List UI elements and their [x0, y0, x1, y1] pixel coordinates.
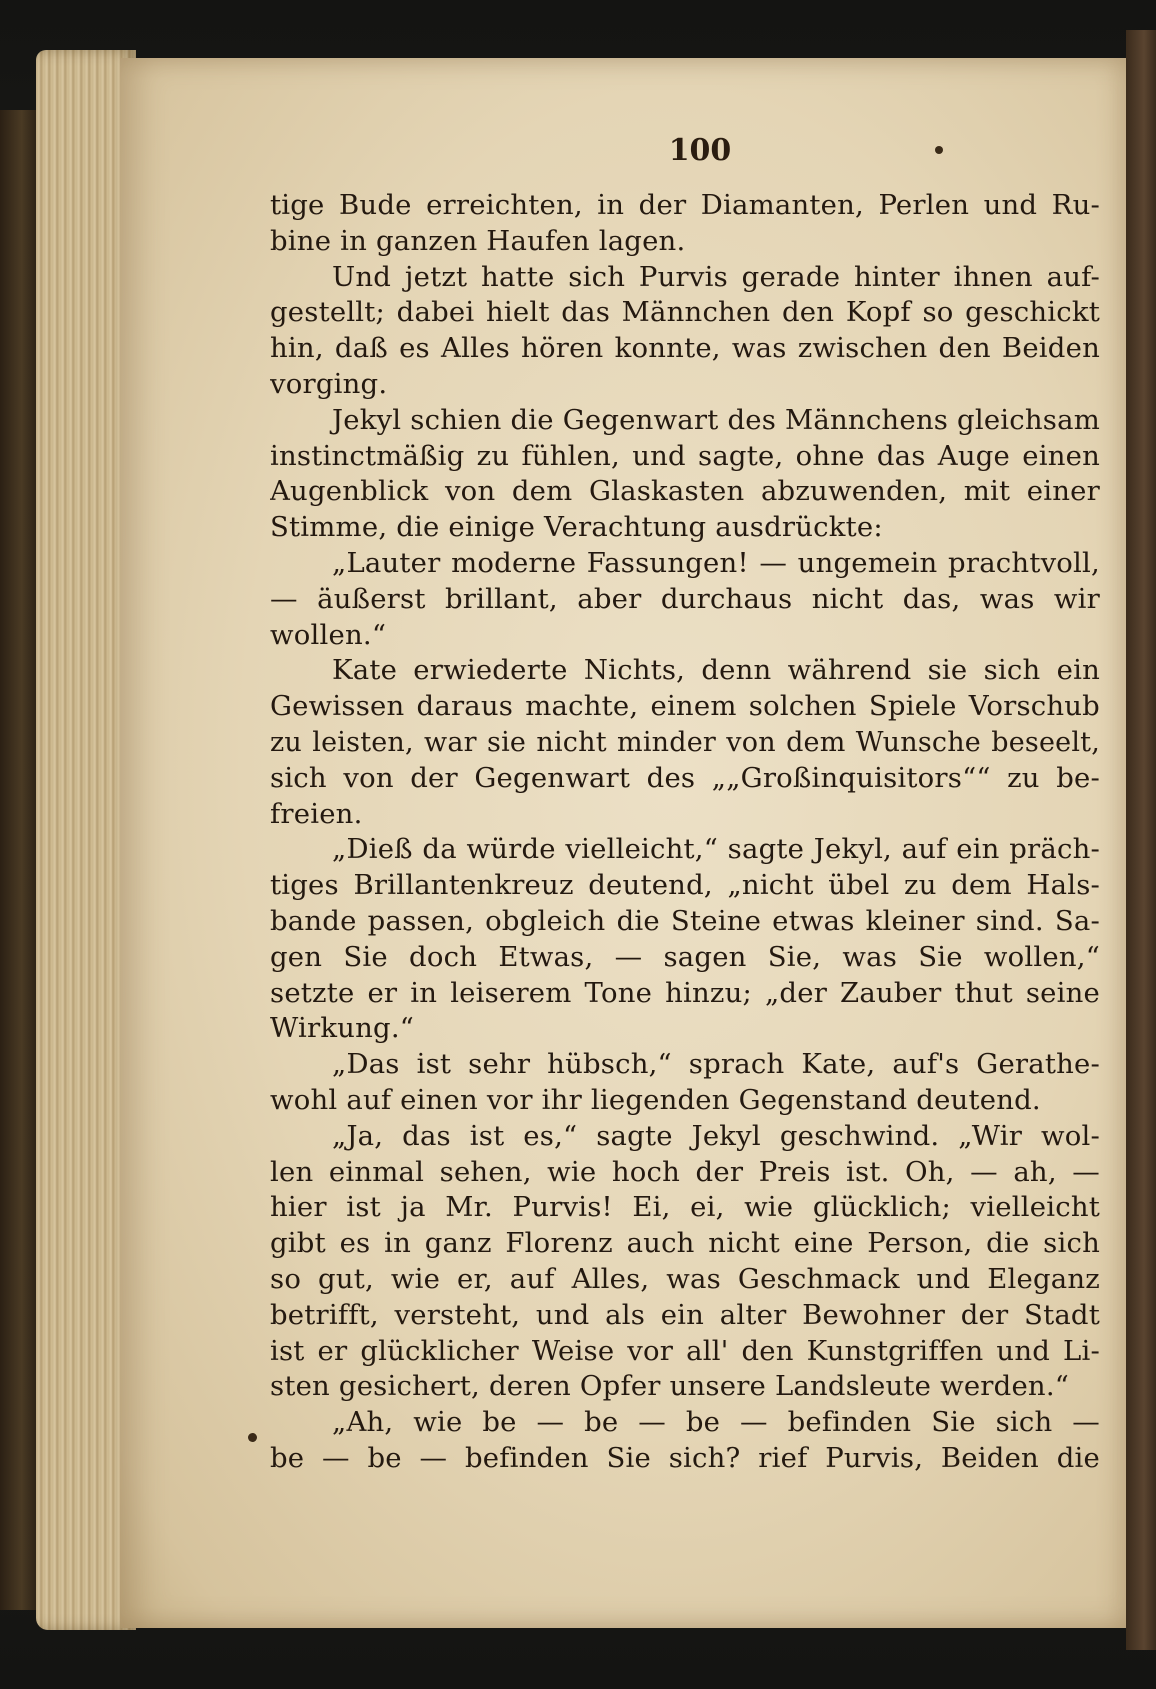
book-cover-left-edge	[0, 110, 36, 1610]
text-line: vorging.	[270, 367, 388, 400]
text-line: Stimme, die einige Verachtung ausdrückte:	[270, 511, 883, 544]
text-line: bine in ganzen Haufen lagen.	[270, 224, 686, 257]
text-line: sten gesichert, deren Opfer unsere Landsleute werden.“	[270, 1370, 1070, 1403]
text-line: Und jetzt hatte sich Purvis gerade hinter ihnen auf-	[332, 260, 1100, 293]
text-line: „Ah, wie be — be — be — befinden Sie sich —	[332, 1406, 1100, 1439]
ink-speck	[935, 146, 943, 154]
text-line: bande passen, obgleich die Steine etwas kleiner sind. Sa-	[270, 904, 1100, 937]
ink-speck	[248, 1433, 257, 1442]
text-line: setzte er in leiserem Tone hinzu; „der Zauber thut seine	[270, 976, 1100, 1009]
text-line: „Dieß da würde vielleicht,“ sagte Jekyl, auf ein präch-	[332, 833, 1100, 866]
text-line: Kate erwiederte Nichts, denn während sie sich ein	[332, 654, 1100, 687]
text-line: ist er glücklicher Weise vor all' den Kunstgriffen und Li-	[270, 1334, 1100, 1367]
text-line: tige Bude erreichten, in der Diamanten, Perlen und Ru-	[270, 189, 1100, 221]
text-line: instinctmäßig zu fühlen, und sagte, ohne das Auge einen	[270, 439, 1100, 472]
book-page	[120, 58, 1126, 1628]
text-line: Wirkung.“	[270, 1012, 415, 1045]
book-cover-right-edge	[1126, 30, 1156, 1650]
text-line: hier ist ja Mr. Purvis! Ei, ei, wie glücklich; vielleicht	[270, 1191, 1100, 1224]
text-line: zu leisten, war sie nicht minder von dem Wunsche beseelt,	[270, 726, 1100, 758]
text-line: „Das ist sehr hübsch,“ sprach Kate, auf's Gerathe-	[332, 1048, 1100, 1081]
text-line: „Lauter moderne Fassungen! — ungemein prachtvoll,	[332, 546, 1100, 579]
text-line: hin, daß es Alles hören konnte, was zwischen den Beiden	[270, 332, 1100, 365]
text-line: wollen.“	[270, 618, 387, 651]
text-line: „Ja, das ist es,“ sagte Jekyl geschwind. „Wir wol-	[332, 1119, 1100, 1152]
text-line: so gut, wie er, auf Alles, was Geschmack und Eleganz	[270, 1262, 1100, 1295]
text-line: freien.	[270, 797, 363, 830]
text-line: Jekyl schien die Gegenwart des Männchens gleichsam	[332, 403, 1100, 436]
text-line: tiges Brillantenkreuz deutend, „nicht übel zu dem Hals-	[270, 869, 1100, 902]
text-line: Gewissen daraus machte, einem solchen Spiele Vorschub	[270, 690, 1100, 723]
text-line: len einmal sehen, wie hoch der Preis ist. Oh, — ah, —	[270, 1155, 1100, 1188]
text-line: gen Sie doch Etwas, — sagen Sie, was Sie wollen,“	[270, 940, 1100, 973]
text-line: wohl auf einen vor ihr liegenden Gegenstand deutend.	[270, 1083, 1041, 1116]
text-line: gibt es in ganz Florenz auch nicht eine Person, die sich	[270, 1227, 1100, 1260]
text-line: — äußerst brillant, aber durchaus nicht das, was wir	[270, 582, 1100, 615]
page-text-block	[270, 188, 1100, 1477]
text-line: be — be — befinden Sie sich? rief Purvis, Beiden die	[270, 1441, 1100, 1474]
text-line: gestellt; dabei hielt das Männchen den Kopf so geschickt	[270, 296, 1100, 329]
text-line: sich von der Gegenwart des „„Großinquisitors““ zu be-	[270, 761, 1100, 794]
page-number: 100	[668, 133, 732, 168]
text-line: betrifft, versteht, und als ein alter Bewohner der Stadt	[270, 1298, 1100, 1331]
text-line: Augenblick von dem Glaskasten abzuwenden, mit einer	[270, 475, 1100, 508]
